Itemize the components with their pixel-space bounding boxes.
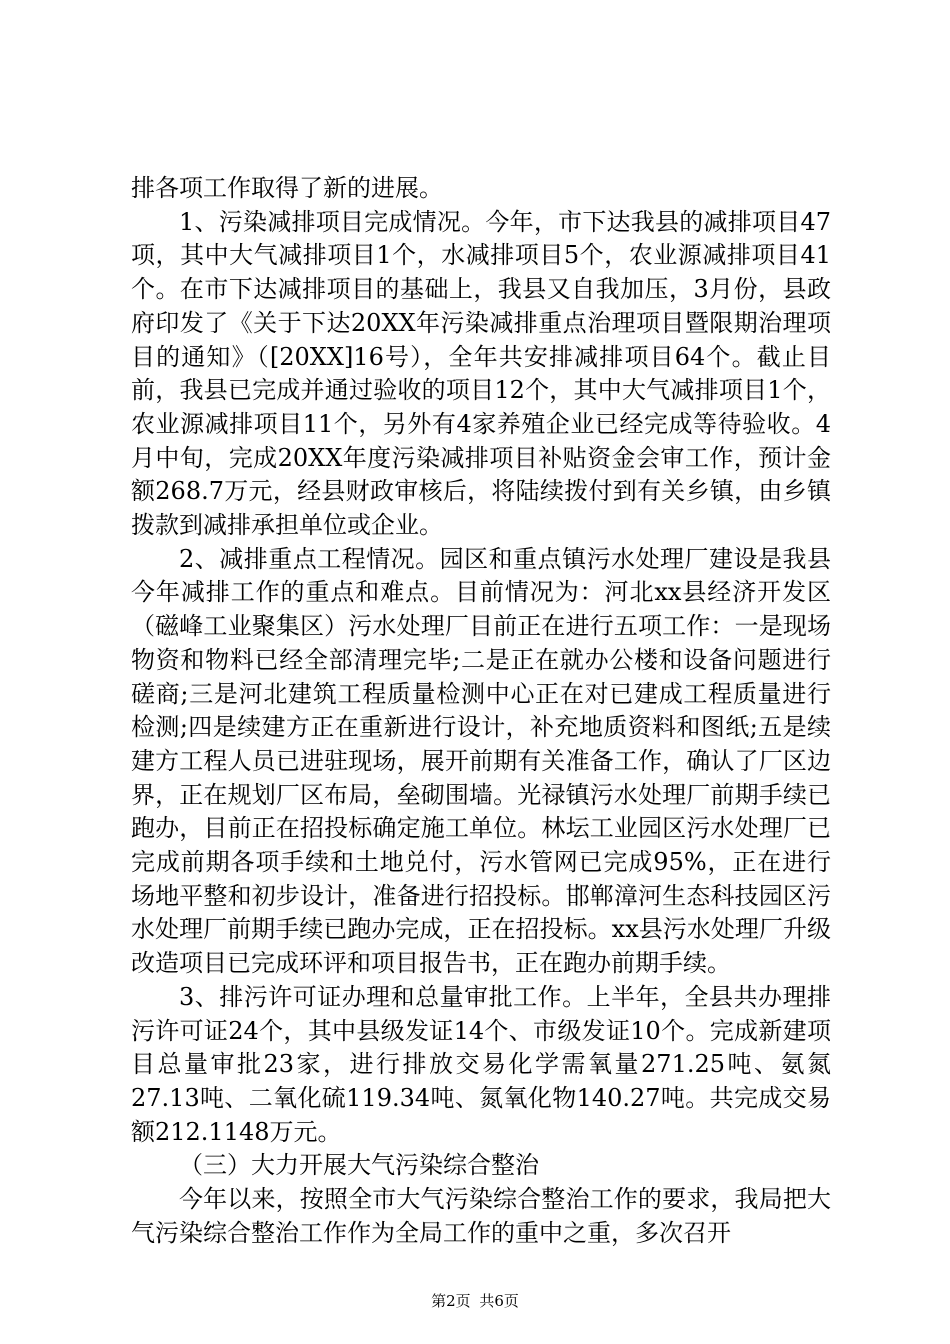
section-heading-air-pollution: （三）大力开展大气污染综合整治	[179, 1151, 539, 1180]
document-body	[131, 172, 831, 1251]
page-number-footer: 第2页 共6页	[431, 1292, 519, 1310]
paragraph-air-pollution: 今年以来，按照全市大气污染综合整治工作的要求，我局把大气污染综合整治工作作为全局工作的重中之重，多次召开	[131, 1185, 831, 1247]
paragraph-continuation: 排各项工作取得了新的进展。	[131, 174, 443, 202]
paragraph-permits: 3、排污许可证办理和总量审批工作。上半年，全县共办理排污许可证24个，其中县级发证14个、市级发证10个。完成新建项目总量审批23家，进行排放交易化学需氧量271.25吨、氨氮27.13吨、二氧化硫119.34吨、氮氧化物140.27吨。共完成交易额212.1148万元。	[131, 982, 831, 1146]
paragraph-key-projects: 2、减排重点工程情况。园区和重点镇污水处理厂建设是我县今年减排工作的重点和难点。目前情况为：河北xx县经济开发区（磁峰工业聚集区）污水处理厂目前正在进行五项工作：一是现场物资和物料已经全部清理完毕;二是正在就办公楼和设备问题进行磋商;三是河北建筑工程质量检测中心正在对已建成工程质量进行检测;四是续建方正在重新进行设计，补充地质资料和图纸;五是续建方工程人员已进驻现场，展开前期有关准备工作，确认了厂区边界，正在规划厂区布局，垒砌围墙。光禄镇污水处理厂前期手续已跑办，目前正在招投标确定施工单位。林坛工业园区污水处理厂已完成前期各项手续和土地兑付，污水管网已完成95%，正在进行场地平整和初步设计，准备进行招投标。邯郸漳河生态科技园区污水处理厂前期手续已跑办完成，正在招投标。xx县污水处理厂升级改造项目已完成环评和项目报告书，正在跑办前期手续。	[131, 544, 831, 978]
paragraph-emission-projects: 1、污染减排项目完成情况。今年，市下达我县的减排项目47项，其中大气减排项目1个，水减排项目5个，农业源减排项目41个。在市下达减排项目的基础上，我县又自我加压，3月份，县政府印发了《关于下达20XX年污染减排重点治理项目暨限期治理项目的通知》（[20XX]16号），全年共安排减排项目64个。截止目前，我县已完成并通过验收的项目12个，其中大气减排项目1个，农业源减排项目11个，另外有4家养殖企业已经完成等待验收。4月中旬，完成20XX年度污染减排项目补贴资金会审工作，预计金额268.7万元，经县财政审核后，将陆续拨付到有关乡镇，由乡镇拨款到减排承担单位或企业。	[131, 207, 831, 540]
